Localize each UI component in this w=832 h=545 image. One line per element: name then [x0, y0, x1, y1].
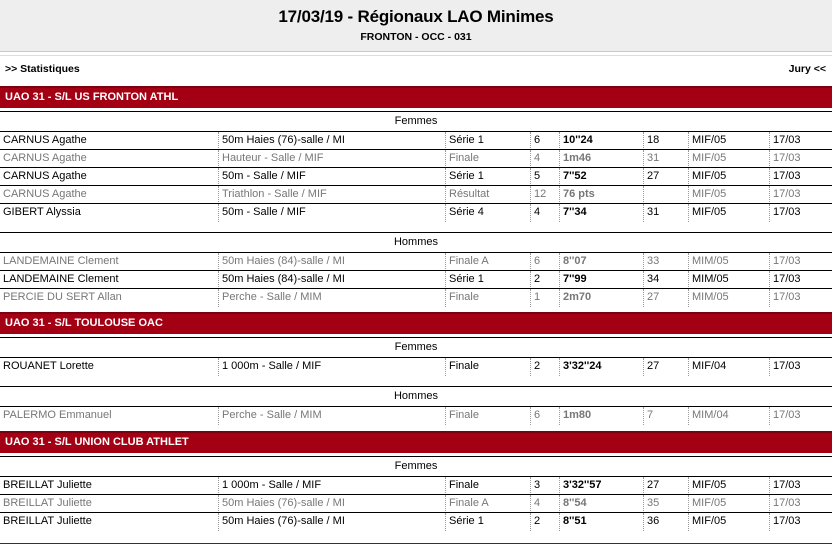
- performance: 7''52: [559, 168, 643, 186]
- event-name: 50m - Salle / MIF: [218, 204, 445, 222]
- place: 4: [530, 495, 559, 513]
- club-header[interactable]: [0, 312, 832, 334]
- points: 27: [643, 168, 688, 186]
- result-row[interactable]: [0, 203, 832, 221]
- round: Série 1: [445, 513, 530, 531]
- category: MIM/05: [688, 289, 769, 307]
- result-row[interactable]: [0, 270, 832, 288]
- result-row[interactable]: [0, 476, 832, 494]
- result-row[interactable]: [0, 357, 832, 375]
- result-row[interactable]: [0, 185, 832, 203]
- performance: 10''24: [559, 132, 643, 150]
- athlete-name: PALERMO Emmanuel: [3, 409, 112, 421]
- category: MIF/05: [688, 513, 769, 531]
- points: 33: [643, 253, 688, 271]
- round: Finale: [445, 407, 530, 425]
- result-row[interactable]: [0, 131, 832, 149]
- performance: 3'32''24: [559, 358, 643, 376]
- performance: 8''54: [559, 495, 643, 513]
- page-subtitle: FRONTON - OCC - 031: [360, 31, 472, 43]
- category: MIF/05: [688, 204, 769, 222]
- result-row[interactable]: [0, 167, 832, 185]
- place: 6: [530, 253, 559, 271]
- place: 4: [530, 204, 559, 222]
- place: 2: [530, 358, 559, 376]
- category: MIF/05: [688, 186, 769, 204]
- date: 17/03: [769, 495, 832, 513]
- category: MIF/04: [688, 358, 769, 376]
- gender-label: Femmes: [394, 460, 438, 472]
- round: Résultat: [445, 186, 530, 204]
- round: Série 4: [445, 204, 530, 222]
- date: 17/03: [769, 186, 832, 204]
- date: 17/03: [769, 289, 832, 307]
- date: 17/03: [769, 407, 832, 425]
- round: Finale: [445, 289, 530, 307]
- event-name: Triathlon - Salle / MIF: [218, 186, 445, 204]
- result-row[interactable]: [0, 288, 832, 306]
- place: 2: [530, 271, 559, 289]
- club-name: UAO 31 - S/L UNION CLUB ATHLET: [5, 436, 189, 448]
- points: 35: [643, 495, 688, 513]
- place: 5: [530, 168, 559, 186]
- event-name: 50m - Salle / MIF: [218, 168, 445, 186]
- gender-header: [0, 111, 832, 129]
- category: MIM/05: [688, 253, 769, 271]
- event-name: 50m Haies (84)-salle / MI: [218, 271, 445, 289]
- performance: 8''51: [559, 513, 643, 531]
- athlete-name: BREILLAT Juliette: [3, 479, 92, 491]
- athlete-name: LANDEMAINE Clement: [3, 255, 119, 267]
- place: 4: [530, 150, 559, 168]
- points: 27: [643, 477, 688, 495]
- athlete-name: PERCIE DU SERT Allan: [3, 291, 122, 303]
- event-name: Perche - Salle / MIM: [218, 289, 445, 307]
- result-row[interactable]: [0, 149, 832, 167]
- date: 17/03: [769, 132, 832, 150]
- performance: 2m70: [559, 289, 643, 307]
- jury-link[interactable]: Jury <<: [788, 63, 826, 75]
- place: 1: [530, 289, 559, 307]
- performance: 1m46: [559, 150, 643, 168]
- result-row[interactable]: [0, 406, 832, 424]
- place: 6: [530, 407, 559, 425]
- nav-bar: [0, 55, 832, 82]
- athlete-name: LANDEMAINE Clement: [3, 273, 119, 285]
- performance: 8''07: [559, 253, 643, 271]
- date: 17/03: [769, 204, 832, 222]
- points: 31: [643, 204, 688, 222]
- statistiques-link[interactable]: >> Statistiques: [5, 63, 80, 75]
- points: 27: [643, 289, 688, 307]
- place: 2: [530, 513, 559, 531]
- points: 36: [643, 513, 688, 531]
- round: Finale: [445, 358, 530, 376]
- page-title: 17/03/19 - Régionaux LAO Minimes: [278, 7, 554, 26]
- date: 17/03: [769, 358, 832, 376]
- place: 3: [530, 477, 559, 495]
- gender-header: [0, 386, 832, 404]
- points: 34: [643, 271, 688, 289]
- performance: 1m80: [559, 407, 643, 425]
- place: 12: [530, 186, 559, 204]
- event-name: 50m Haies (76)-salle / MI: [218, 495, 445, 513]
- athlete-name: GIBERT Alyssia: [3, 206, 81, 218]
- result-row[interactable]: [0, 252, 832, 270]
- athlete-name: CARNUS Agathe: [3, 188, 87, 200]
- category: MIM/05: [688, 271, 769, 289]
- category: MIF/05: [688, 150, 769, 168]
- date: 17/03: [769, 477, 832, 495]
- date: 17/03: [769, 513, 832, 531]
- round: Finale: [445, 150, 530, 168]
- points: 31: [643, 150, 688, 168]
- round: Finale: [445, 477, 530, 495]
- round: Finale A: [445, 253, 530, 271]
- event-name: 50m Haies (76)-salle / MI: [218, 513, 445, 531]
- gender-label: Hommes: [393, 236, 438, 248]
- athlete-name: CARNUS Agathe: [3, 170, 87, 182]
- gender-header: [0, 337, 832, 355]
- club-header[interactable]: [0, 431, 832, 453]
- points: 27: [643, 358, 688, 376]
- event-name: 1 000m - Salle / MIF: [218, 477, 445, 495]
- category: MIF/05: [688, 132, 769, 150]
- result-row[interactable]: [0, 494, 832, 512]
- event-name: Hauteur - Salle / MIF: [218, 150, 445, 168]
- event-name: 1 000m - Salle / MIF: [218, 358, 445, 376]
- result-row[interactable]: [0, 512, 832, 530]
- date: 17/03: [769, 271, 832, 289]
- athlete-name: BREILLAT Juliette: [3, 515, 92, 527]
- performance: 3'32''57: [559, 477, 643, 495]
- performance: 7''99: [559, 271, 643, 289]
- category: MIF/05: [688, 477, 769, 495]
- category: MIF/05: [688, 495, 769, 513]
- club-header[interactable]: [0, 86, 832, 108]
- performance: 7''34: [559, 204, 643, 222]
- athlete-name: CARNUS Agathe: [3, 134, 87, 146]
- date: 17/03: [769, 253, 832, 271]
- points: 7: [643, 407, 688, 425]
- date: 17/03: [769, 168, 832, 186]
- points: [643, 186, 688, 204]
- athlete-name: CARNUS Agathe: [3, 152, 87, 164]
- category: MIF/05: [688, 168, 769, 186]
- event-name: 50m Haies (84)-salle / MI: [218, 253, 445, 271]
- points: 18: [643, 132, 688, 150]
- round: Série 1: [445, 132, 530, 150]
- gender-header: [0, 232, 832, 250]
- date: 17/03: [769, 150, 832, 168]
- event-name: 50m Haies (76)-salle / MI: [218, 132, 445, 150]
- page-bottom-rule: [0, 543, 832, 544]
- category: MIM/04: [688, 407, 769, 425]
- athlete-name: BREILLAT Juliette: [3, 497, 92, 509]
- gender-label: Femmes: [394, 115, 438, 127]
- athlete-name: ROUANET Lorette: [3, 360, 94, 372]
- event-name: Perche - Salle / MIM: [218, 407, 445, 425]
- gender-label: Hommes: [393, 390, 438, 402]
- gender-label: Femmes: [394, 341, 438, 353]
- gender-header: [0, 456, 832, 474]
- place: 6: [530, 132, 559, 150]
- round: Finale A: [445, 495, 530, 513]
- club-name: UAO 31 - S/L TOULOUSE OAC: [5, 317, 163, 329]
- club-name: UAO 31 - S/L US FRONTON ATHL: [5, 91, 179, 103]
- page-header: [0, 0, 832, 52]
- performance: 76 pts: [559, 186, 643, 204]
- round: Série 1: [445, 271, 530, 289]
- round: Série 1: [445, 168, 530, 186]
